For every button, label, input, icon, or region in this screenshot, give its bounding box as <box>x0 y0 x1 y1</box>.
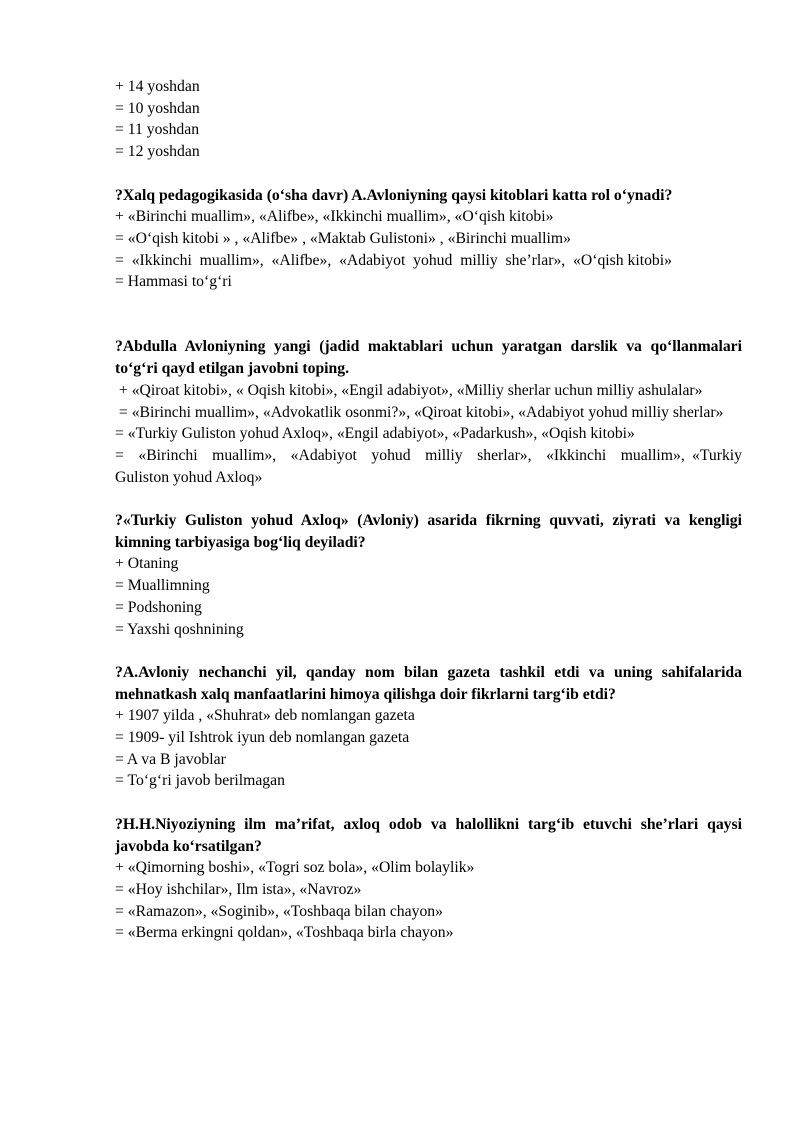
answer-option: = «Hoy ishchilar», Ilm ista», «Navroz» <box>115 880 362 898</box>
question-text: ?A.Avloniy nechanchi yil, qanday nom bilan gazeta tashkil etdi va uning sahifalarida mehnatkash xalq manfaatlarini himoya qilishga doir fikrlarni targ‘ib etdi? <box>115 663 742 703</box>
answer-option: = «Berma erkingni qoldan», «Toshbaqa birla chayon» <box>115 924 454 942</box>
question-block-newspaper <box>115 662 742 792</box>
answer-option: = «Birinchi muallim», «Adabiyot yohud milliy sherlar», «Ikkinchi muallim», «Turkiy Guliston yohud Axloq» <box>115 446 746 486</box>
spacer <box>115 640 742 662</box>
answer-option: = Muallimning <box>115 577 210 595</box>
answer-option: + 1907 yilda , «Shuhrat» deb nomlangan gazeta <box>115 707 415 725</box>
answer-option: + «Qiroat kitobi», « Oqish kitobi», «Engil adabiyot», «Milliy sherlar uchun milliy ashulalar» <box>115 381 703 399</box>
question-block-books <box>115 185 742 294</box>
answer-option: = 12 yoshdan <box>115 143 200 161</box>
answer-option: = «Ikkinchi muallim», «Alifbe», «Adabiyot yohud milliy she’rlar», «O‘qish kitobi» <box>115 251 672 269</box>
question-text: ?«Turkiy Guliston yohud Axloq» (Avloniy) asarida fikrning quvvati, ziyrati va kengligi kimning tarbiyasiga bog‘liq deyiladi? <box>115 512 742 551</box>
answer-option: + «Birinchi muallim», «Alifbe», «Ikkinchi muallim», «O‘qish kitobi» <box>115 208 554 226</box>
answer-option: = 10 yoshdan <box>115 99 200 117</box>
question-block-guliston <box>115 510 742 640</box>
answer-option: = 11 yoshdan <box>115 121 200 139</box>
spacer <box>115 163 742 185</box>
question-text: ?Abdulla Avloniyning yangi (jadid maktablari uchun yaratgan darslik va qo‘llanmalari to‘g‘ri qayd etilgan javobni toping. <box>115 338 742 378</box>
answer-option: + «Qimorning boshi», «Togri soz bola», «Olim bolaylik» <box>115 859 475 877</box>
answer-option: = «Turkiy Guliston yohud Axloq», «Engil adabiyot», «Padarkush», «Oqish kitobi» <box>115 425 635 443</box>
answer-option: + Otaning <box>115 555 179 573</box>
question-text: ?Xalq pedagogikasida (o‘sha davr) A.Avloniyning qaysi kitoblari katta rol o‘ynadi? <box>115 186 673 204</box>
answer-option: = Podshoning <box>115 598 202 616</box>
answer-option: = A va B javoblar <box>115 750 226 768</box>
question-block-age <box>115 76 742 163</box>
answer-option: = «Ramazon», «Soginib», «Toshbaqa bilan chayon» <box>115 902 443 920</box>
answer-option: = To‘g‘ri javob berilmagan <box>115 772 285 790</box>
answer-option: = Hammasi to‘g‘ri <box>115 273 232 291</box>
spacer <box>115 488 742 510</box>
spacer <box>115 293 742 336</box>
question-text: ?H.H.Niyoziyning ilm ma’rifat, axloq odob va halollikni targ‘ib etuvchi she’rlari qaysi javobda ko‘rsatilgan? <box>115 815 742 855</box>
document-page <box>115 76 746 944</box>
answer-option: = «O‘qish kitobi » , «Alifbe» , «Maktab Gulistoni» , «Birinchi muallim» <box>115 229 571 247</box>
answer-option: + 14 yoshdan <box>115 78 200 95</box>
answer-option: = Yaxshi qoshnining <box>115 620 244 638</box>
answer-option: = «Birinchi muallim», «Advokatlik osonmi?», «Qiroat kitobi», «Adabiyot yohud milliy sherlar» <box>115 403 724 421</box>
answer-option: = 1909- yil Ishtrok iyun deb nomlangan gazeta <box>115 729 410 747</box>
question-block-niyoziy <box>115 814 742 944</box>
question-block-textbooks <box>115 336 746 488</box>
spacer <box>115 792 742 814</box>
